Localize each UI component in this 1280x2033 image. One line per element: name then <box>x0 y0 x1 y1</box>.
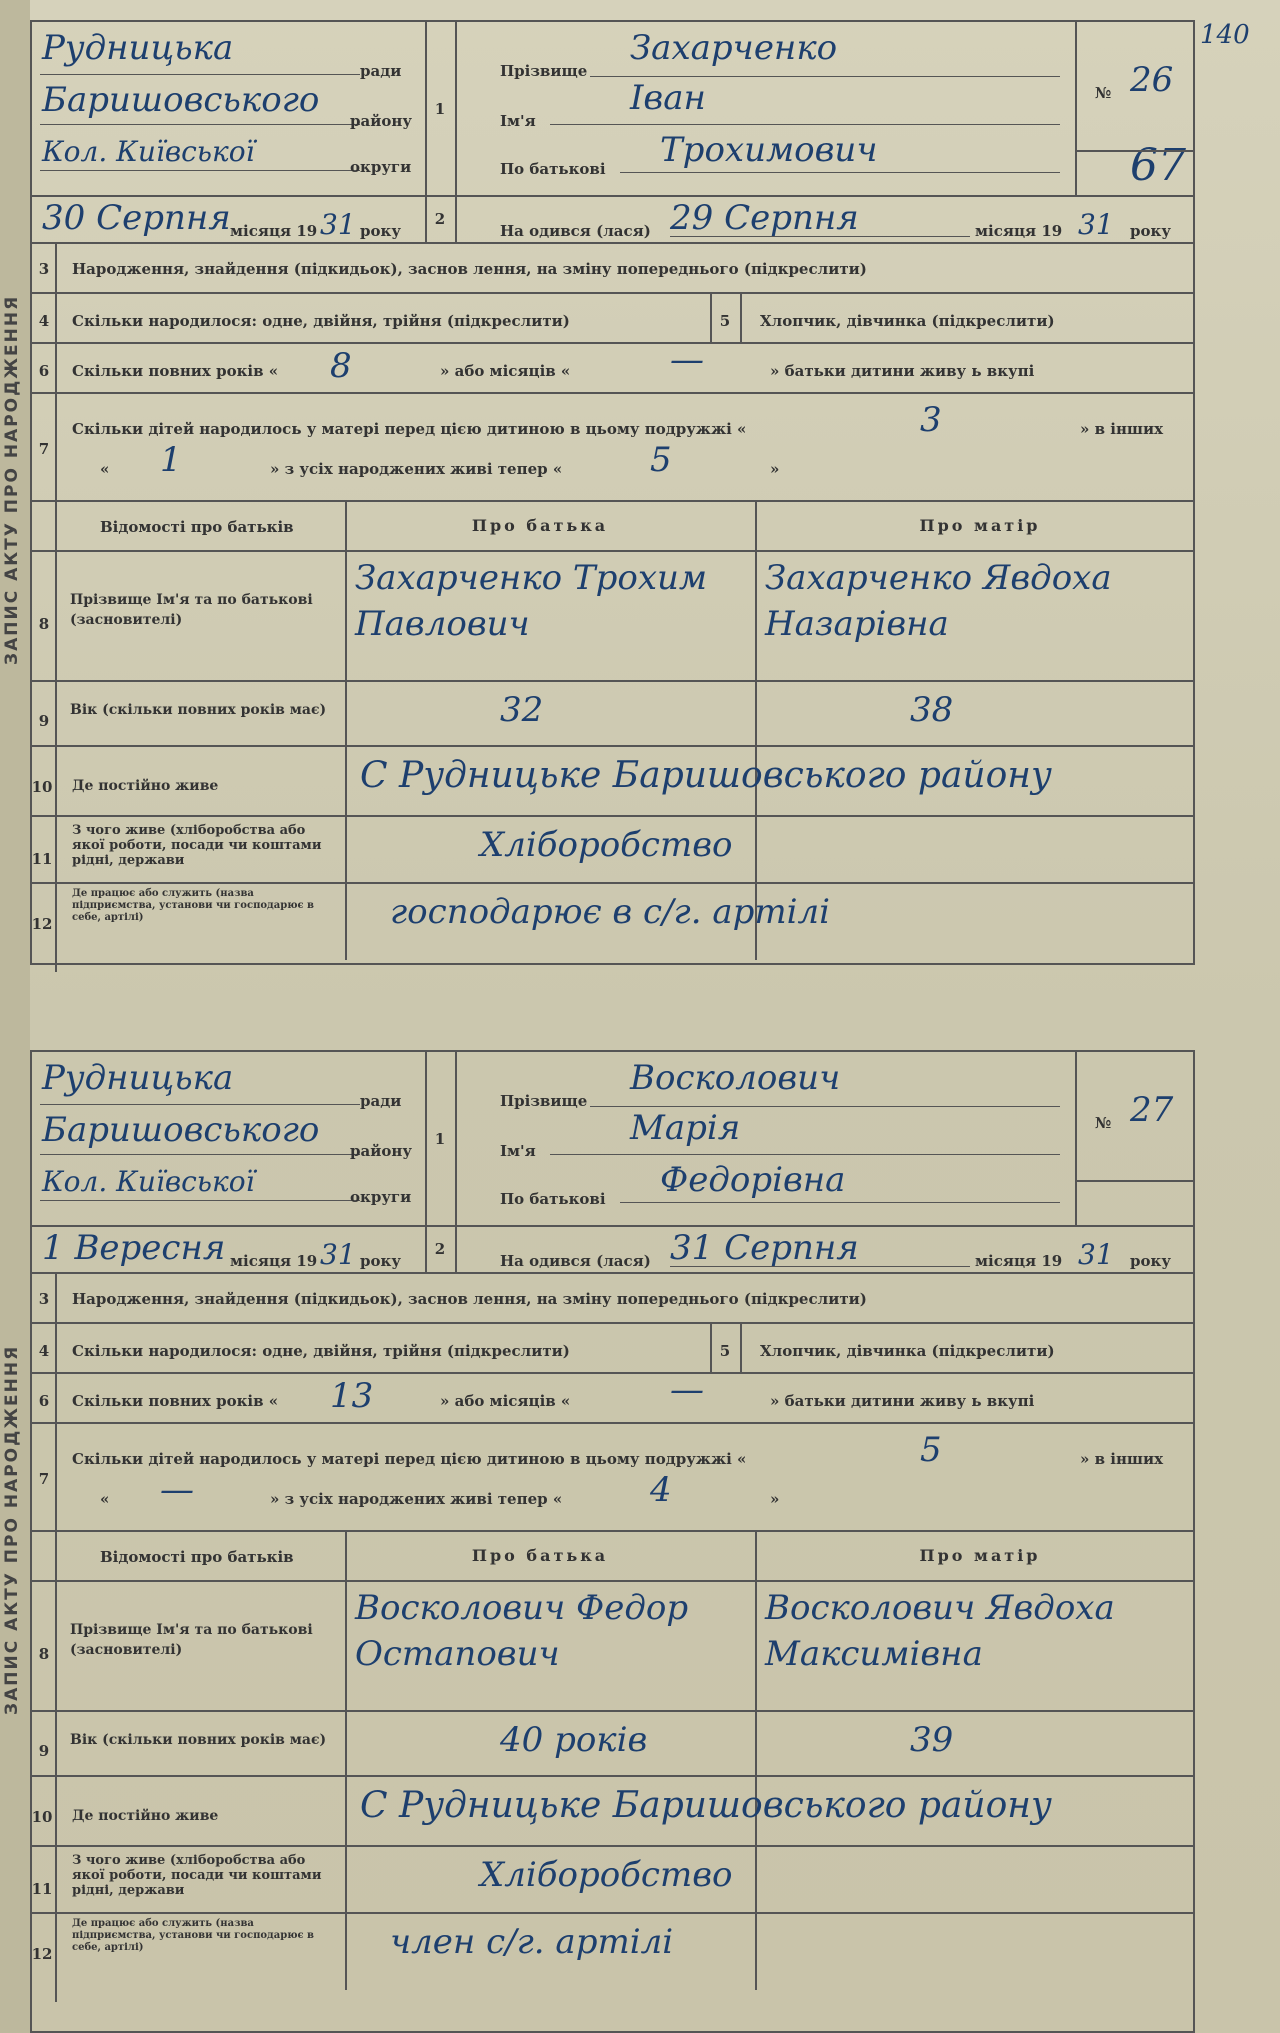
months-together-value: — <box>670 1370 704 1410</box>
years-together-value: 13 <box>330 1376 374 1416</box>
occupation-value: Хліборобство <box>480 825 733 865</box>
row4-label: Скільки народилося: одне, двійня, трійня (підкреслити) <box>72 312 570 330</box>
residence-value: С Рудницьке Баришовського району <box>360 755 1052 796</box>
name-value: Іван <box>630 78 706 118</box>
form-rule <box>40 74 360 75</box>
workplace-value: член с/г. артілі <box>390 1922 674 1962</box>
birth-year-label: року <box>1130 222 1171 240</box>
row7-label-e: » <box>770 460 780 478</box>
row11-label: З чого живе (хліборобства або якої роботи, посади чи коштами рідні, держави <box>72 1853 322 1898</box>
rayon-label: району <box>350 1142 412 1160</box>
form-rule <box>670 1266 970 1267</box>
children-marriage-value: 5 <box>920 1430 942 1470</box>
row7-label-a: Скільки дітей народилось у матері перед цією дитиною в цьому подружжі « <box>72 420 747 438</box>
reg-year-value: 31 <box>320 208 356 241</box>
row-number: 5 <box>719 312 731 330</box>
form-rule <box>30 550 1195 552</box>
okrug-value: Кол. Київської <box>42 135 255 168</box>
form-rule <box>55 1272 57 2002</box>
rayon-label: району <box>350 112 412 130</box>
number-label: № <box>1095 84 1112 102</box>
row-number: 11 <box>31 1880 53 1898</box>
rada-label: ради <box>360 1092 402 1110</box>
vertical-label: ЗАПИС АКТУ ПРО НАРОДЖЕННЯ <box>2 294 22 666</box>
okrug-label: округи <box>350 158 412 176</box>
form-rule <box>620 172 1060 173</box>
form-rule <box>590 1106 1060 1107</box>
reg-date-value: 30 Серпня <box>42 198 231 238</box>
form-rule <box>30 745 1195 747</box>
row-number: 10 <box>31 1808 53 1826</box>
row-number: 12 <box>31 915 53 933</box>
birth-year-label: року <box>1130 1252 1171 1270</box>
children-marriage-value: 3 <box>920 400 942 440</box>
row-number: 8 <box>38 1645 50 1663</box>
form-rule <box>30 242 1195 244</box>
row-number: 10 <box>31 778 53 796</box>
father-age-value: 32 <box>500 690 544 730</box>
name-value: Марія <box>630 1108 741 1148</box>
patronymic-label: По батькові <box>500 1190 606 1208</box>
patronymic-label: По батькові <box>500 160 606 178</box>
children-alive-value: 5 <box>650 440 672 480</box>
form-rule <box>30 1530 1195 1532</box>
name-label: Ім'я <box>500 112 536 130</box>
father-header: Про батька <box>471 516 609 535</box>
mother-header: Про матір <box>919 1546 1041 1565</box>
surname-value: Захарченко <box>630 28 838 68</box>
row7-label-d: » з усіх народжених живі тепер « <box>270 460 563 478</box>
row-number: 2 <box>434 1240 446 1258</box>
mother-age-value: 39 <box>910 1720 954 1760</box>
form-rule <box>1075 1050 1077 1225</box>
row3-label: Народження, знайдення (підкидьок), заснов лення, на зміну попереднього (підкреслити) <box>72 260 867 278</box>
birth-month-label: місяця 19 <box>975 1252 1063 1270</box>
birth-year-value: 31 <box>1078 208 1114 241</box>
birth-date-value: 31 Серпня <box>670 1228 859 1268</box>
occupation-value: Хліборобство <box>480 1855 733 1895</box>
form-rule <box>30 1775 1195 1777</box>
form-rule <box>740 292 742 342</box>
form-rule <box>670 236 970 237</box>
children-other-value: 1 <box>160 440 182 480</box>
form-rule <box>30 1845 1195 1847</box>
row-number: 11 <box>31 850 53 868</box>
form-rule <box>550 124 1060 125</box>
form-rule <box>590 76 1060 77</box>
vertical-label: ЗАПИС АКТУ ПРО НАРОДЖЕННЯ <box>2 1344 22 1716</box>
number-label: № <box>1095 1114 1112 1132</box>
row-number: 6 <box>38 362 50 380</box>
form-rule <box>455 20 457 242</box>
row-number: 3 <box>38 260 50 278</box>
row6-label-c: » батьки дитини живу ь вкупі <box>770 1392 1035 1410</box>
form-rule <box>40 1104 360 1105</box>
form-rule <box>30 1710 1195 1712</box>
form-rule <box>425 20 427 242</box>
birth-year-value: 31 <box>1078 1238 1114 1271</box>
row-number: 3 <box>38 1290 50 1308</box>
form-rule <box>1075 1180 1195 1182</box>
row10-label: Де постійно живе <box>72 778 219 794</box>
form-rule <box>30 1322 1195 1324</box>
row3-label: Народження, знайдення (підкидьок), заснов лення, на зміну попереднього (підкреслити) <box>72 1290 867 1308</box>
margin-mark: 67 <box>1130 140 1186 191</box>
form-rule <box>30 292 1195 294</box>
form-rule <box>30 1580 1195 1582</box>
rada-label: ради <box>360 62 402 80</box>
row8-label: Прізвище Ім'я та по батькові (засновителі) <box>70 1622 313 1658</box>
form-rule <box>30 1272 1195 1274</box>
row11-label: З чого живе (хліборобства або якої роботи, посади чи коштами рідні, держави <box>72 823 322 868</box>
row7-label-c: « <box>100 460 110 478</box>
form-rule <box>30 882 1195 884</box>
mother-name-value: Восколович Явдоха Максимівна <box>765 1588 1115 1674</box>
birth-record <box>30 1050 1270 2033</box>
form-rule <box>1075 20 1077 195</box>
row-number: 7 <box>38 1470 50 1488</box>
form-rule <box>1075 150 1195 152</box>
form-rule <box>755 1530 757 1990</box>
children-alive-value: 4 <box>650 1470 672 1510</box>
mother-header: Про матір <box>919 516 1041 535</box>
form-rule <box>30 1225 1195 1227</box>
form-rule <box>30 1372 1195 1374</box>
father-age-value: 40 років <box>500 1720 648 1760</box>
form-rule <box>40 1154 360 1155</box>
row4-label: Скільки народилося: одне, двійня, трійня (підкреслити) <box>72 1342 570 1360</box>
form-rule <box>40 124 360 125</box>
row-number: 4 <box>38 312 50 330</box>
form-rule <box>755 500 757 960</box>
row9-label: Вік (скільки повних років має) <box>70 702 327 718</box>
parents-header: Відомості про батьків <box>100 518 294 536</box>
birth-record <box>30 20 1270 965</box>
form-rule <box>455 1050 457 1272</box>
form-rule <box>30 815 1195 817</box>
row-number: 8 <box>38 615 50 633</box>
row7-label-a: Скільки дітей народилось у матері перед цією дитиною в цьому подружжі « <box>72 1450 747 1468</box>
row-number: 9 <box>38 712 50 730</box>
rada-value: Рудницька <box>42 28 234 68</box>
form-rule <box>620 1202 1060 1203</box>
form-rule <box>30 342 1195 344</box>
row7-label-b: » в інших <box>1080 1450 1164 1468</box>
row7-label-c: « <box>100 1490 110 1508</box>
row5-label: Хлопчик, дівчинка (підкреслити) <box>760 312 1055 330</box>
row-number: 1 <box>434 100 446 118</box>
form-rule <box>425 1050 427 1272</box>
born-label: На одився (лася) <box>500 222 651 240</box>
form-rule <box>710 1322 712 1372</box>
form-rule <box>30 1912 1195 1914</box>
form-rule <box>550 1154 1060 1155</box>
form-rule <box>345 1530 347 1990</box>
row12-label: Де працює або служить (назва підприємства, установи чи господарює в себе, артілі) <box>72 888 314 923</box>
row6-label-b: » або місяців « <box>440 1392 571 1410</box>
form-rule <box>30 500 1195 502</box>
birth-date-value: 29 Серпня <box>670 198 859 238</box>
row-number: 9 <box>38 1742 50 1760</box>
parents-header: Відомості про батьків <box>100 1548 294 1566</box>
row7-label-b: » в інших <box>1080 420 1164 438</box>
okrug-value: Кол. Київської <box>42 1165 255 1198</box>
years-together-value: 8 <box>330 346 352 386</box>
form-rule <box>345 500 347 960</box>
patronymic-value: Трохимович <box>660 130 878 170</box>
father-name-value: Захарченко Трохим Павлович <box>355 558 708 644</box>
workplace-value: господарює в с/г. артілі <box>390 892 830 932</box>
month-label: місяця 19 <box>230 1252 318 1270</box>
row9-label: Вік (скільки повних років має) <box>70 1732 327 1748</box>
surname-label: Прізвище <box>500 1092 588 1110</box>
row12-label: Де працює або служить (назва підприємства, установи чи господарює в себе, артілі) <box>72 1918 314 1953</box>
form-rule <box>30 392 1195 394</box>
form-rule <box>740 1322 742 1372</box>
row8-label: Прізвище Ім'я та по батькові (засновителі) <box>70 592 313 628</box>
children-other-value: — <box>160 1470 194 1510</box>
rayon-value: Баришовського <box>42 80 320 120</box>
row-number: 7 <box>38 440 50 458</box>
reg-year-value: 31 <box>320 1238 356 1271</box>
row-number: 5 <box>719 1342 731 1360</box>
born-label: На одився (лася) <box>500 1252 651 1270</box>
row-number: 4 <box>38 1342 50 1360</box>
birth-month-label: місяця 19 <box>975 222 1063 240</box>
row6-label-a: Скільки повних років « <box>72 1392 279 1410</box>
mother-name-value: Захарченко Явдоха Назарівна <box>765 558 1112 644</box>
patronymic-value: Федорівна <box>660 1160 846 1200</box>
row-number: 1 <box>434 1130 446 1148</box>
record-number: 26 <box>1130 60 1174 100</box>
row10-label: Де постійно живе <box>72 1808 219 1824</box>
form-rule <box>30 195 1195 197</box>
form-rule <box>40 170 360 171</box>
father-header: Про батька <box>471 1546 609 1565</box>
month-label: місяця 19 <box>230 222 318 240</box>
row-number: 6 <box>38 1392 50 1410</box>
okrug-label: округи <box>350 1188 412 1206</box>
form-rule <box>30 680 1195 682</box>
reg-date-value: 1 Вересня <box>42 1228 226 1268</box>
rada-value: Рудницька <box>42 1058 234 1098</box>
row6-label-a: Скільки повних років « <box>72 362 279 380</box>
mother-age-value: 38 <box>910 690 954 730</box>
record-number: 27 <box>1130 1090 1174 1130</box>
rayon-value: Баришовського <box>42 1110 320 1150</box>
row7-label-d: » з усіх народжених живі тепер « <box>270 1490 563 1508</box>
form-rule <box>40 1200 360 1201</box>
row6-label-b: » або місяців « <box>440 362 571 380</box>
form-rule <box>55 242 57 972</box>
form-rule <box>710 292 712 342</box>
page-number: 140 <box>1200 20 1250 50</box>
year-label: року <box>360 222 401 240</box>
surname-label: Прізвище <box>500 62 588 80</box>
residence-value: С Рудницьке Баришовського району <box>360 1785 1052 1826</box>
months-together-value: — <box>670 340 704 380</box>
row-number: 12 <box>31 1945 53 1963</box>
surname-value: Восколович <box>630 1058 841 1098</box>
row5-label: Хлопчик, дівчинка (підкреслити) <box>760 1342 1055 1360</box>
name-label: Ім'я <box>500 1142 536 1160</box>
row-number: 2 <box>434 210 446 228</box>
father-name-value: Восколович Федор Остапович <box>355 1588 689 1674</box>
year-label: року <box>360 1252 401 1270</box>
row7-label-e: » <box>770 1490 780 1508</box>
row6-label-c: » батьки дитини живу ь вкупі <box>770 362 1035 380</box>
form-rule <box>30 1422 1195 1424</box>
